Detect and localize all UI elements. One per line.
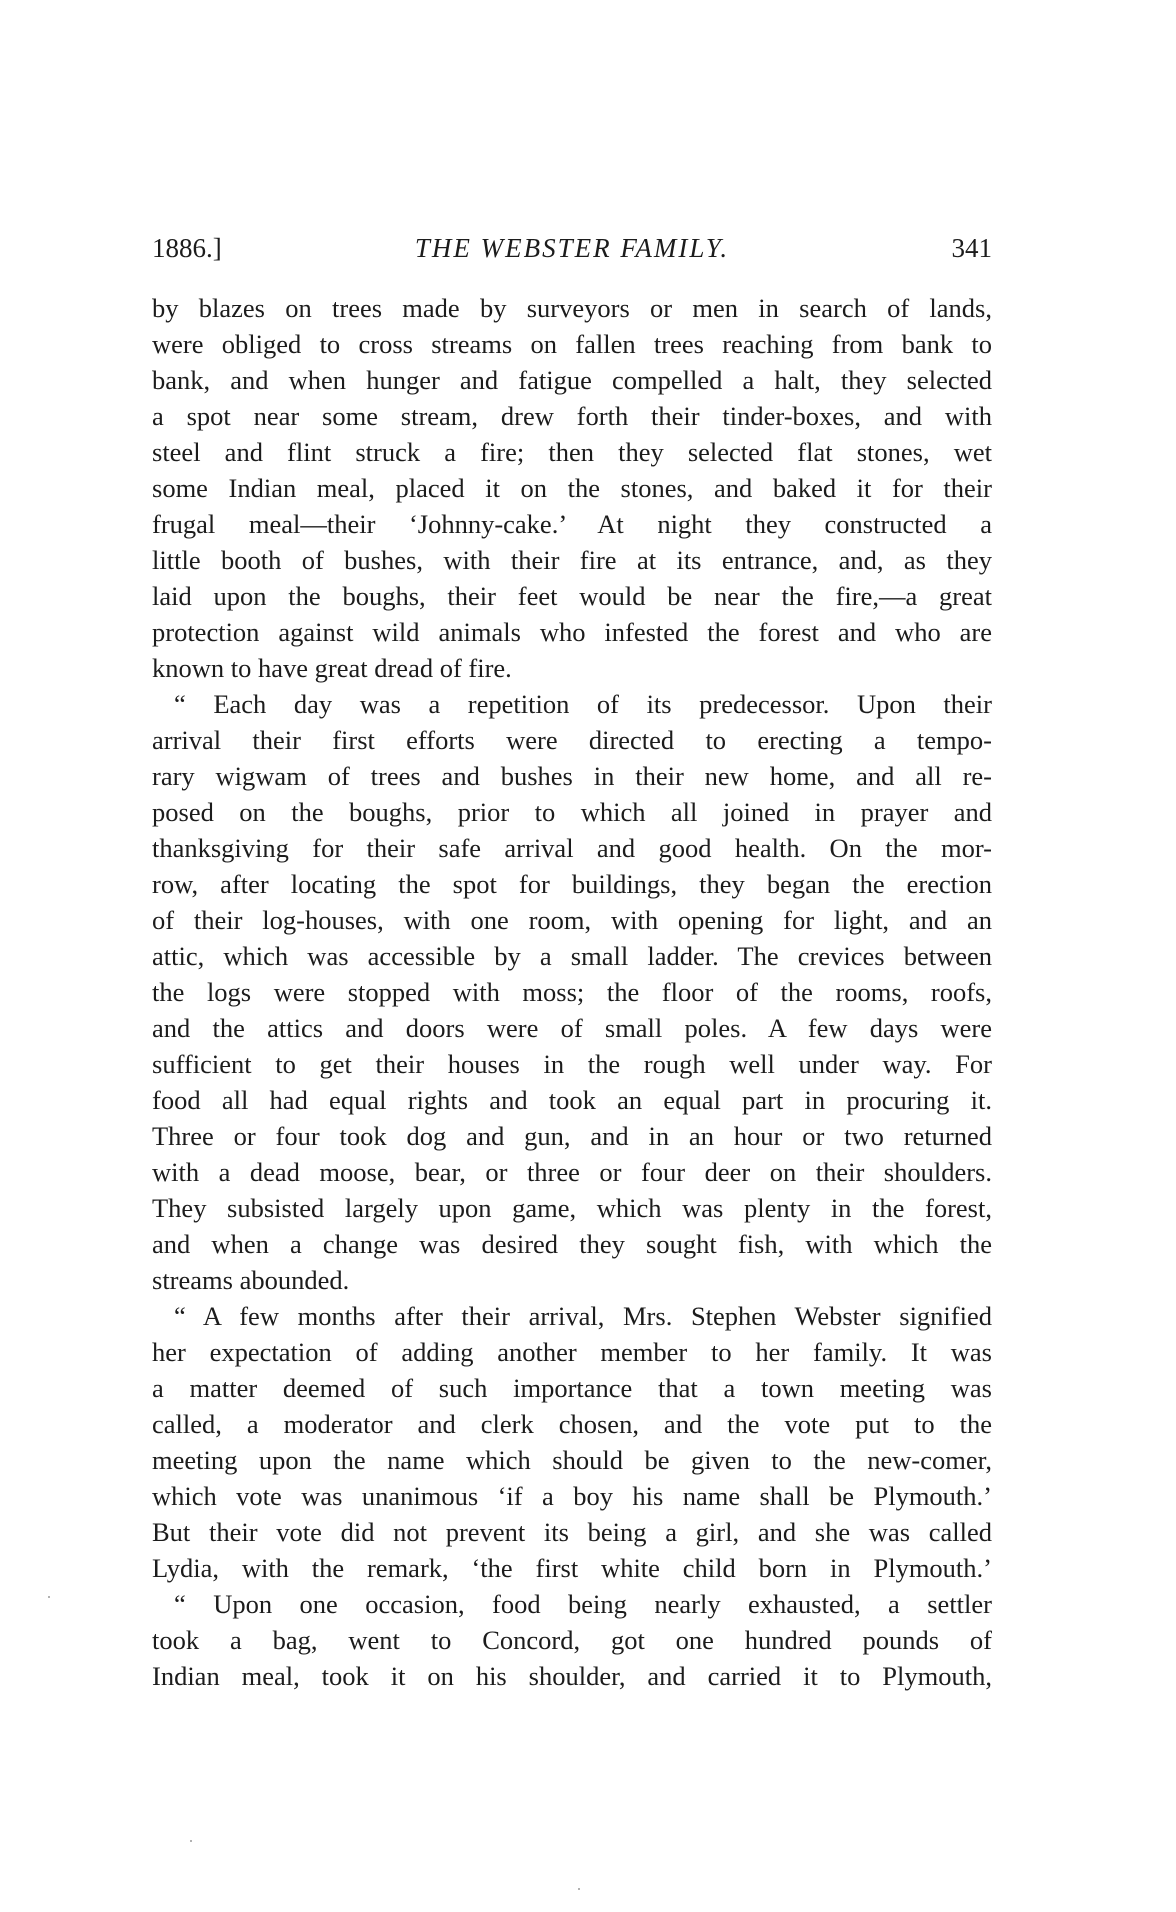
text-line: her expectation of adding another member to her family. It was [152,1337,992,1367]
text-line: were obliged to cross streams on fallen trees reaching from bank to [152,329,992,359]
text-line: which vote was unanimous ‘if a boy his name shall be Plymouth.’ [152,1481,992,1511]
text-line: But their vote did not prevent its being a girl, and she was called [152,1517,992,1547]
text-line: by blazes on trees made by surveyors or men in search of lands, [152,293,992,323]
text-line: food all had equal rights and took an equal part in procuring it. [152,1085,992,1115]
text-line: called, a moderator and clerk chosen, and the vote put to the [152,1409,992,1439]
text-line: Indian meal, took it on his shoulder, and carried it to Plymouth, [152,1661,992,1691]
text-line: meeting upon the name which should be given to the new-comer, [152,1445,992,1475]
text-line: rary wigwam of trees and bushes in their new home, and all re- [152,761,992,791]
text-line: “ Each day was a repetition of its predecessor. Upon their [174,689,992,719]
text-line: bank, and when hunger and fatigue compelled a halt, they selected [152,365,992,395]
text-line: streams abounded. [152,1265,350,1295]
text-line: “ Upon one occasion, food being nearly exhausted, a settler [174,1589,992,1619]
text-line: steel and flint struck a fire; then they selected flat stones, wet [152,437,992,467]
text-line: arrival their first efforts were directed to erecting a tempo- [152,725,992,755]
text-line: little booth of bushes, with their fire at its entrance, and, as they [152,545,992,575]
text-line: some Indian meal, placed it on the stones, and baked it for their [152,473,992,503]
text-line: and the attics and doors were of small poles. A few days were [152,1013,992,1043]
text-line: and when a change was desired they sought fish, with which the [152,1229,992,1259]
header-title: THE WEBSTER FAMILY. [414,233,730,263]
text-line: attic, which was accessible by a small ladder. The crevices between [152,941,992,971]
text-line: took a bag, went to Concord, got one hundred pounds of [152,1625,992,1655]
text-line: known to have great dread of fire. [152,653,512,683]
text-line: protection against wild animals who infested the forest and who are [152,617,992,647]
text-line: Lydia, with the remark, ‘the first white child born in Plymouth.’ [152,1553,992,1583]
text-line: sufficient to get their houses in the rough well under way. For [152,1049,992,1079]
body-text [152,290,992,1694]
text-line: “ A few months after their arrival, Mrs. Stephen Webster signified [174,1301,992,1331]
text-line: with a dead moose, bear, or three or four deer on their shoulders. [152,1157,992,1187]
text-line: the logs were stopped with moss; the floor of the rooms, roofs, [152,977,992,1007]
running-head [152,231,992,265]
header-year: 1886.] [152,233,222,263]
text-line: thanksgiving for their safe arrival and good health. On the mor- [152,833,992,863]
text-line: posed on the boughs, prior to which all joined in prayer and [152,797,992,827]
text-line: of their log-houses, with one room, with opening for light, and an [152,905,992,935]
text-line: row, after locating the spot for buildings, they began the erection [152,869,992,899]
scan-speck [48,1596,50,1598]
text-line: laid upon the boughs, their feet would be near the fire,—a great [152,581,992,611]
text-line: Three or four took dog and gun, and in an hour or two returned [152,1121,992,1151]
text-line: They subsisted largely upon game, which was plenty in the forest, [152,1193,992,1223]
scan-speck [190,1840,192,1842]
text-line: frugal meal—their ‘Johnny-cake.’ At night they constructed a [152,509,992,539]
page-number: 341 [951,233,992,263]
scan-speck [578,1888,580,1890]
text-line: a matter deemed of such importance that a town meeting was [152,1373,992,1403]
text-line: a spot near some stream, drew forth their tinder-boxes, and with [152,401,992,431]
